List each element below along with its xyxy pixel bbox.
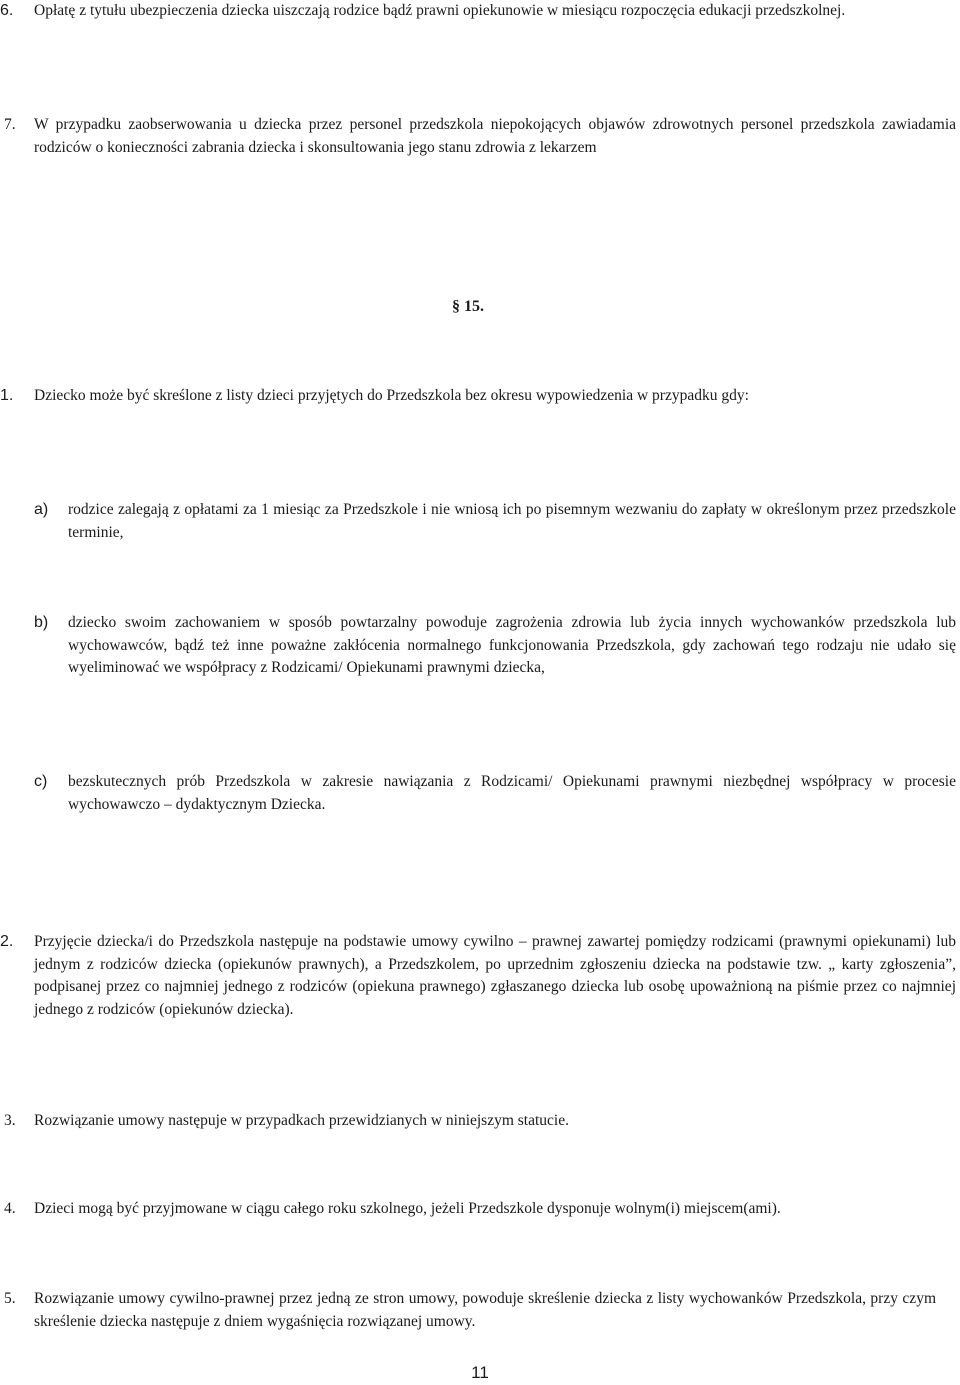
paragraph-text: Dzieci mogą być przyjmowane w ciągu całego roku szkolnego, jeżeli Przedszkole dysponuje wolnym(i) miejscem(ami). xyxy=(34,1200,781,1217)
paragraph-marker: 5. xyxy=(4,1290,16,1307)
item-marker: 6. xyxy=(0,2,14,19)
item-marker: 7. xyxy=(4,116,16,133)
paragraph-marker: 2. xyxy=(0,933,14,950)
subitem-marker: a) xyxy=(34,501,49,518)
item-text: Opłatę z tytułu ubezpieczenia dziecka uiszczają rodzice bądź prawni opiekunowie w miesiącu rozpoczęcia edukacji przedszkolnej. xyxy=(34,2,846,19)
item-text: W przypadku zaobserwowania u dziecka przez personel przedszkola niepokojących objawów zdrowotnych personel przedszkola zawiadamia rodziców o konieczności zabrania dziecka i skonsultowania jego stanu zdrowia z lekarzem xyxy=(34,116,956,156)
paragraph-text: Dziecko może być skreślone z listy dzieci przyjętych do Przedszkola bez okresu wypowiedzenia w przypadku gdy: xyxy=(34,387,749,404)
paragraph-marker: 4. xyxy=(4,1200,16,1217)
paragraph-text: Rozwiązanie umowy cywilno-prawnej przez jedną ze stron umowy, powoduje skreślenie dziecka z listy wychowanków Przedszkola, przy czym skreślenie dziecka następuje z dniem wygaśnięcia rozwiązanej umowy. xyxy=(34,1290,936,1330)
subitem-text: bezskutecznych prób Przedszkola w zakresie nawiązania z Rodzicami/ Opiekunami prawnymi niezbędnej współpracy w procesie wychowawczo – dydaktycznym Dziecka. xyxy=(68,773,956,813)
subitem-text: dziecko swoim zachowaniem w sposób powtarzalny powoduje zagrożenia zdrowia lub życia innych wychowanków przedszkola lub wychowawców, bądź też inne poważne zakłócenia normalnego funkcjonowania Przedszkola, gdy zachowań tego rodzaju nie udało się wyeliminować we współpracy z Rodzicami/ Opiekunami prawnymi dziecka, xyxy=(68,614,956,676)
subitem-marker: c) xyxy=(34,773,48,790)
page-number: 11 xyxy=(471,1363,489,1382)
paragraph-text: Przyjęcie dziecka/i do Przedszkola następuje na podstawie umowy cywilno – prawnej zawartej pomiędzy rodzicami (prawnymi opiekunami) lub jednym z rodziców dziecka (opiekunów prawnych), a Przedszkolem, po uprzednim zgłoszeniu dziecka na podstawie tzw. „ karty zgłoszenia”, podpisanej przez co najmniej jednego z rodziców (opiekuna prawnego) zgłaszanego dziecka lub osobę upoważnioną na piśmie przez co najmniej jednego z rodziców (opiekunów dziecka). xyxy=(34,933,956,1018)
section-heading: § 15. xyxy=(452,298,484,315)
subitem-text: rodzice zalegają z opłatami za 1 miesiąc za Przedszkole i nie wniosą ich po pisemnym wezwaniu do zapłaty w określonym przez przedszkole terminie, xyxy=(68,501,956,541)
paragraph-marker: 3. xyxy=(4,1112,16,1129)
paragraph-text: Rozwiązanie umowy następuje w przypadkach przewidzianych w niniejszym statucie. xyxy=(34,1112,569,1129)
subitem-marker: b) xyxy=(34,614,49,631)
paragraph-marker: 1. xyxy=(0,387,14,404)
